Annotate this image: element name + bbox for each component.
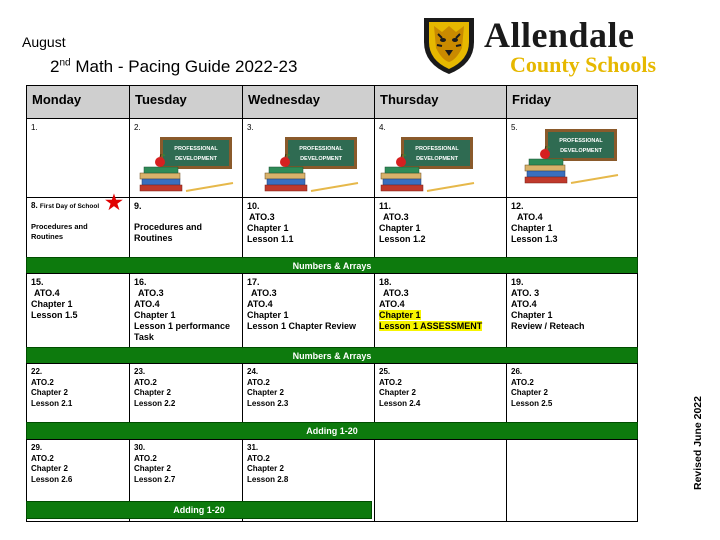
lesson-line: Lesson 1 performance	[134, 321, 231, 331]
lesson-line: ATO.2	[511, 377, 534, 387]
header-tuesday: Tuesday	[129, 85, 243, 119]
lesson-line: Lesson 1.3	[511, 234, 558, 244]
date-number: 4.	[379, 123, 386, 132]
lesson-line: Chapter 1	[134, 310, 176, 320]
svg-text:DEVELOPMENT: DEVELOPMENT	[560, 148, 602, 154]
lesson-line: ATO.2	[247, 377, 270, 387]
lesson-line: Lesson 2.4	[379, 398, 421, 408]
date-number: 5.	[511, 123, 518, 132]
lesson-line: Lesson 2.8	[247, 474, 289, 484]
unit-band: Adding 1-20	[26, 422, 638, 440]
date-number: 19.	[511, 277, 524, 287]
professional-development-image	[138, 135, 238, 198]
grade-number: 2	[50, 57, 60, 76]
calendar-grid	[26, 85, 638, 522]
professional-development-image	[379, 135, 479, 198]
lesson-line: Chapter 1	[511, 310, 553, 320]
lesson-line: Chapter 2	[134, 464, 171, 473]
lesson-line: Chapter 1	[31, 299, 73, 309]
lesson-line: Lesson 1.2	[379, 234, 426, 244]
day-cell	[129, 197, 243, 258]
lesson-line: Task	[134, 332, 154, 342]
highlighted-lesson: Chapter 1	[379, 310, 421, 320]
lesson-line: ATO.3	[138, 288, 164, 298]
lesson-line: ATO.3	[383, 288, 409, 298]
page-title	[50, 57, 297, 77]
professional-development-image	[523, 127, 623, 190]
lesson-line: Review / Reteach	[511, 321, 585, 331]
date-number: 24.	[247, 367, 259, 376]
lesson-line: Lesson 1.5	[31, 310, 78, 320]
lesson-line: ATO. 3	[511, 288, 540, 298]
date-number: 10.	[247, 201, 260, 211]
lesson-line: Chapter 2	[247, 388, 284, 397]
lesson-line: Chapter 1	[511, 223, 553, 233]
lesson-line: ATO.2	[247, 453, 270, 463]
empty-cell	[506, 439, 638, 522]
date-number: 31.	[247, 443, 259, 452]
lesson-line: ATO.4	[511, 299, 537, 309]
lesson-line: Lesson 2.5	[511, 398, 553, 408]
grade-suffix: nd	[59, 57, 71, 69]
chalkboard-books-icon	[523, 127, 623, 187]
lesson-line: Routines	[31, 232, 64, 241]
date-number: 12.	[511, 201, 524, 211]
date-number: 22.	[31, 367, 43, 376]
day-cell	[506, 363, 638, 423]
day-cell	[374, 273, 507, 348]
day-cell	[374, 363, 507, 423]
lesson-line: Routines	[134, 233, 173, 243]
date-number: 1.	[31, 123, 38, 132]
svg-text:PROFESSIONAL: PROFESSIONAL	[415, 146, 459, 152]
date-number: 9.	[134, 201, 142, 211]
lesson-line: Lesson 2.2	[134, 398, 176, 408]
day-cell	[26, 192, 130, 258]
header-wednesday: Wednesday	[242, 85, 375, 119]
lesson-line: Chapter 2	[247, 464, 284, 473]
header-monday: Monday	[26, 85, 130, 119]
lesson-line: Lesson 2.7	[134, 474, 176, 484]
lesson-line: Procedures and	[31, 221, 88, 231]
district-subtitle: County Schools	[510, 52, 657, 77]
header-friday: Friday	[506, 85, 638, 119]
lesson-line: Chapter 2	[31, 464, 68, 473]
day-cell	[26, 273, 130, 348]
lesson-line: ATO.2	[379, 377, 402, 387]
lesson-line: Lesson 2.6	[31, 474, 73, 484]
svg-text:PROFESSIONAL: PROFESSIONAL	[174, 146, 218, 152]
lesson-line: Chapter 2	[134, 388, 171, 397]
day-cell	[506, 197, 638, 258]
lesson-line: Chapter 1	[247, 310, 289, 320]
unit-band: Numbers & Arrays	[26, 257, 638, 274]
lesson-line: Chapter 1	[379, 223, 421, 233]
lesson-line: ATO.4	[379, 299, 405, 309]
svg-text:PROFESSIONAL: PROFESSIONAL	[559, 138, 603, 144]
day-cell	[129, 363, 243, 423]
lesson-line: Chapter 1	[247, 223, 289, 233]
title-text: Math - Pacing Guide 2022-23	[75, 57, 298, 76]
unit-band: Adding 1-20	[26, 501, 372, 519]
svg-text:DEVELOPMENT: DEVELOPMENT	[175, 156, 217, 162]
day-cell	[26, 118, 130, 198]
date-number: 2.	[134, 123, 141, 132]
date-number: 26.	[511, 367, 523, 376]
lesson-line: ATO.4	[34, 288, 60, 298]
date-number: 3.	[247, 123, 254, 132]
tiger-mascot-icon	[420, 12, 478, 76]
svg-text:PROFESSIONAL: PROFESSIONAL	[299, 146, 343, 152]
lesson-line: Chapter 2	[379, 388, 416, 397]
lesson-line: Lesson 1.1	[247, 234, 294, 244]
lesson-line: ATO.4	[517, 212, 543, 222]
lesson-line: ATO.4	[134, 299, 160, 309]
day-cell	[242, 197, 375, 258]
lesson-line: ATO.3	[251, 288, 277, 298]
highlighted-assessment: Lesson 1 ASSESSMENT	[379, 321, 483, 331]
day-cell	[242, 118, 375, 198]
lesson-line: Chapter 2	[31, 388, 68, 397]
date-number: 30.	[134, 443, 146, 452]
chalkboard-books-icon	[263, 135, 363, 195]
district-name: Allendale	[484, 15, 635, 55]
header-thursday: Thursday	[374, 85, 507, 119]
lesson-line: Lesson 1 Chapter Review	[247, 321, 357, 331]
lesson-line: Lesson 2.3	[247, 398, 289, 408]
lesson-line: ATO.2	[134, 453, 157, 463]
date-number: 29.	[31, 443, 43, 452]
lesson-line: ATO.2	[31, 453, 54, 463]
day-cell	[242, 363, 375, 423]
chalkboard-books-icon	[379, 135, 479, 195]
district-logo	[420, 10, 675, 80]
day-cell	[242, 273, 375, 348]
lesson-line: ATO.2	[134, 377, 157, 387]
lesson-line: Chapter 2	[511, 388, 548, 397]
empty-cell	[374, 439, 507, 522]
star-icon: ★	[105, 192, 123, 214]
svg-text:DEVELOPMENT: DEVELOPMENT	[300, 156, 342, 162]
unit-band: Numbers & Arrays	[26, 347, 638, 364]
lesson-line: ATO.3	[383, 212, 409, 222]
day-cell	[129, 118, 243, 198]
lesson-line: ATO.3	[249, 212, 275, 222]
date-number: 16.	[134, 277, 147, 287]
month-label: August	[22, 34, 66, 50]
date-number: 23.	[134, 367, 146, 376]
revised-note: Revised June 2022	[692, 396, 704, 490]
lesson-line: Procedures and	[134, 222, 203, 232]
svg-text:DEVELOPMENT: DEVELOPMENT	[416, 156, 458, 162]
lesson-line: Lesson 2.1	[31, 398, 73, 408]
first-day-note: First Day of School	[39, 203, 100, 210]
date-number: 15.	[31, 277, 44, 287]
lesson-line: ATO.4	[247, 299, 273, 309]
date-number: 11.	[379, 201, 392, 211]
date-number: 18.	[379, 277, 392, 287]
professional-development-image	[263, 135, 363, 198]
day-cell	[506, 118, 638, 198]
date-number: 17.	[247, 277, 260, 287]
day-cell	[129, 273, 243, 348]
date-number: 8.	[31, 201, 38, 210]
day-cell	[26, 363, 130, 423]
date-number: 25.	[379, 367, 391, 376]
lesson-line: ATO.2	[31, 377, 54, 387]
day-cell	[374, 197, 507, 258]
day-cell	[506, 273, 638, 348]
day-cell	[374, 118, 507, 198]
chalkboard-books-icon	[138, 135, 238, 195]
